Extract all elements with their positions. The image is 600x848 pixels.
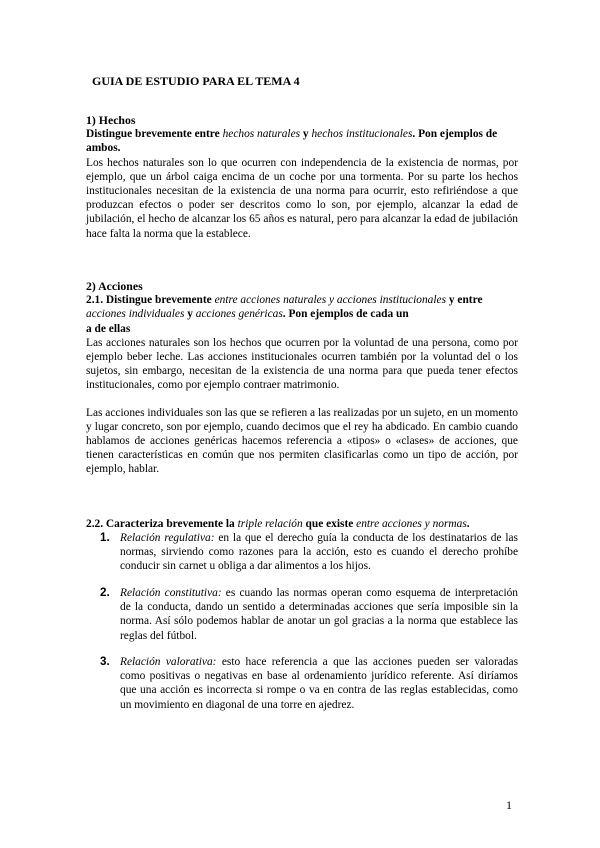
section-hechos — [86, 113, 518, 241]
answer-paragraph: Los hechos naturales son lo que ocurren con independencia de la existencia de normas, por ejemplo, que un árbol caiga encima de un coche por una tormenta. Por su parte los hechos institucionales necesitan de la existencia de una norma para ocurrir, esto refiriéndose a que produzcan efectos o poder ser descritos como lo son, por ejemplo, alcanzar la edad de jubilación, el hecho de alcanzar los 65 años es natural, pero para alcanzar la edad de jubilación hace falta la norma que la establece. — [86, 156, 518, 240]
question: 2.1. Distingue brevemente entre acciones naturales y acciones institucionales y entre acciones individuales y acciones genéricas. Pon ejemplos de cada un a de ellas — [86, 294, 483, 335]
section-heading: 1) Hechos — [86, 113, 136, 127]
answer-paragraph: Las acciones individuales son las que se refieren a las realizadas por un sujeto, en un momento y lugar concreto, son por ejemplo, cuando decimos que el rey ha abdicado. En cambio cuando hablamos de acciones genéricas hacemos referencia a «tipos» o «clases» de acciones, que tienen características en común que nos permiten clasificarlas como un tipo de acción, por ejemplo, hablar. — [86, 406, 518, 476]
answer-paragraph: Las acciones naturales son los hechos que ocurren por la voluntad de una persona, como por ejemplo beber leche. Las acciones institucionales ocurren también por la voluntad del o los sujetos, sin embargo, necesitan de la existencia de una norma para que pueda tener efectos institucionales, como por ejemplo contraer matrimonio. — [86, 336, 518, 392]
question: 2.2. Caracteriza brevemente la triple relación que existe entre acciones y normas. — [86, 518, 470, 530]
list-item: 3. Relación valorativa: esto hace referencia a que las acciones pueden ser valoradas como positivas o negativas en base al ordenamiento jurídico referente. Así diríamos que una acción es incorrecta si rompe o va en contra de las reglas establecidas, como un movimiento en diagonal de una torre en ajedrez. — [100, 655, 519, 711]
list-item: 1. Relación regulativa: en la que el derecho guía la conducta de los destinatarios de las normas, sirviendo como razones para la acción, esto es cuando el derecho prohíbe conducir sin carnet u obliga a dar alimentos a los hijos. — [100, 531, 518, 573]
document-title: GUIA DE ESTUDIO PARA EL TEMA 4 — [92, 74, 300, 88]
section-triple-relacion — [86, 517, 518, 531]
section-acciones — [86, 279, 518, 477]
section-heading: 2) Acciones — [86, 279, 143, 293]
list-item: 2. Relación constitutiva: es cuando las normas operan como esquema de interpretación de la conducta, dando un sentido a determinadas acciones que sería imposible sin la norma. Así sólo podemos hablar de anotar un gol gracias a la norma que establece las reglas del fútbol. — [100, 586, 519, 642]
question: Distingue brevemente entre hechos naturales y hechos institucionales. Pon ejemplos de ambos. — [86, 128, 498, 155]
page-number: 1 — [506, 798, 512, 812]
